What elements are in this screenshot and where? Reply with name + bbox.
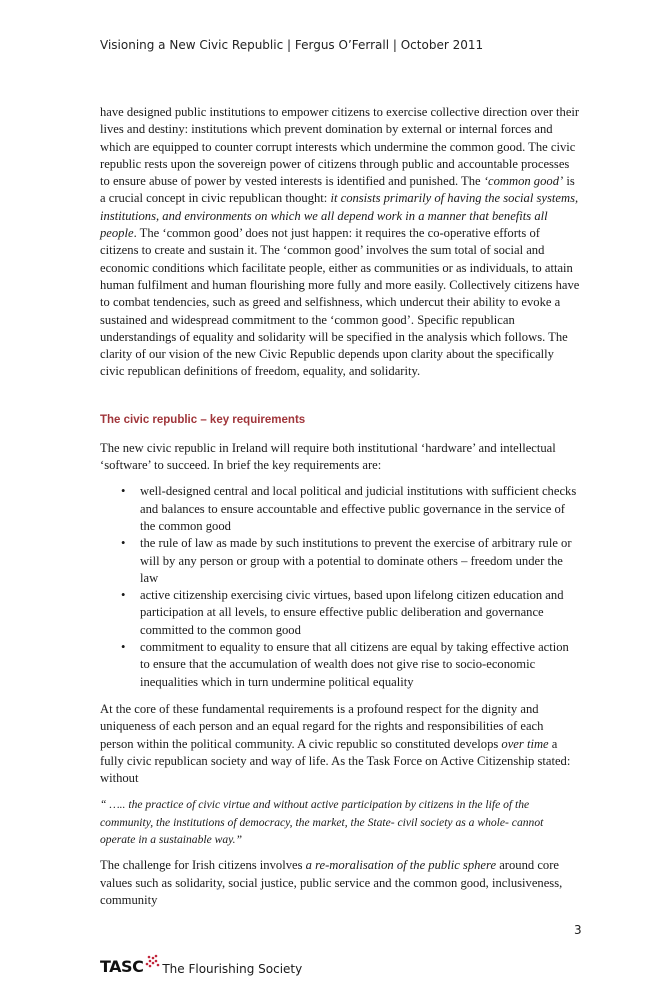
list-item: • commitment to equality to ensure that all citizens are equal by taking effective action to ensure that the accumulation of wealth does not give rise to socio-economic inequalities which in turn undermine political equality — [140, 639, 580, 691]
paragraph-3 — [100, 857, 580, 909]
text-run: . The ‘common good’ does not just happen: it requires the co-operative efforts of citizens to create and sustain it. The ‘common good’ involves the sum total of social and economic conditions which facilitate people, either as communities or as individuals, to attain human fulfilment and human flourishing more fully and more easily. Collectively citizens have to combat tendencies, such as greed and selfishness, which undercut their ability to evoke a sustained and widespread commitment to the ‘common good’. Specific republican understandings of equality and solidarity will be specified in the analysis which follows. The clarity of our vision of the new Civic Republic depends upon clarity about the specifically civic republican definitions of freedom, equality, and solidarity. — [100, 226, 580, 379]
intro-paragraph: The new civic republic in Ireland will require both institutional ‘hardware’ and intellectual ‘software’ to succeed. In brief the key requirements are: — [100, 440, 556, 473]
paragraph-1 — [100, 104, 580, 381]
text-run: At the core of these fundamental requirements is a profound respect for the dignity and uniqueness of each person and an equal regard for the rights and responsibilities of each person within the political community. A civic republic so constituted develops — [100, 701, 544, 751]
tasc-logo-icon — [144, 954, 160, 968]
italic-text: ‘common good’ — [483, 174, 564, 189]
paragraph-2 — [100, 701, 580, 787]
text-run: is a crucial concept in civic republican thought: — [100, 174, 575, 206]
list-item: • the rule of law as made by such institutions to prevent the exercise of arbitrary rule or will by any person or group with a potential to dominate others – freedom under the law — [140, 535, 580, 587]
text-run: have designed public institutions to empower citizens to exercise collective direction over their lives and destiny: institutions which prevent domination by external or internal forces and which are equipped to counter corrupt interests which undermine the common good. The civic republic rests upon the sovereign power of citizens through public and accountable processes to ensure abuse of power by vested interests is identified and punished. The — [100, 105, 580, 189]
italic-text: it consists primarily of having the social systems, institutions, and environments on which we all depend work in a manner that benefits all people — [100, 191, 579, 241]
section-heading: The civic republic – key requirements — [100, 413, 306, 426]
list-item: • active citizenship exercising civic virtues, based upon lifelong citizen education and participation at all levels, to ensure effective public deliberation and governance committed to the common good — [140, 587, 580, 639]
tasc-logo-text: TASC — [100, 957, 144, 977]
text-run: around core values such as solidarity, social justice, public service and the common good, inclusiveness, community — [100, 858, 563, 907]
italic-text: a re-moralisation of the public sphere — [305, 858, 497, 873]
italic-text: over time — [501, 736, 549, 751]
footer-logo — [100, 957, 662, 976]
requirements-list — [100, 483, 580, 691]
block-quote: “ ….. the practice of civic virtue and without active participation by citizens in the life of the community, the institutions of democracy, the market, the State- civil society as a whole- cannot operate in a sustainable way.” — [100, 798, 544, 846]
text-run: a fully civic republican society and way of life. As the Task Force on Active Citizenship stated: without — [100, 736, 571, 786]
text-run: The challenge for Irish citizens involves — [100, 858, 306, 873]
page-number: 3 — [574, 923, 582, 938]
tagline: The Flourishing Society — [162, 962, 303, 977]
list-item: • well-designed central and local political and judicial institutions with sufficient checks and balances to ensure accountable and effective public governance in the service of the common good — [140, 483, 580, 535]
running-header: Visioning a New Civic Republic | Fergus O’Ferrall | October 2011 — [100, 38, 484, 52]
body-text — [100, 104, 580, 909]
